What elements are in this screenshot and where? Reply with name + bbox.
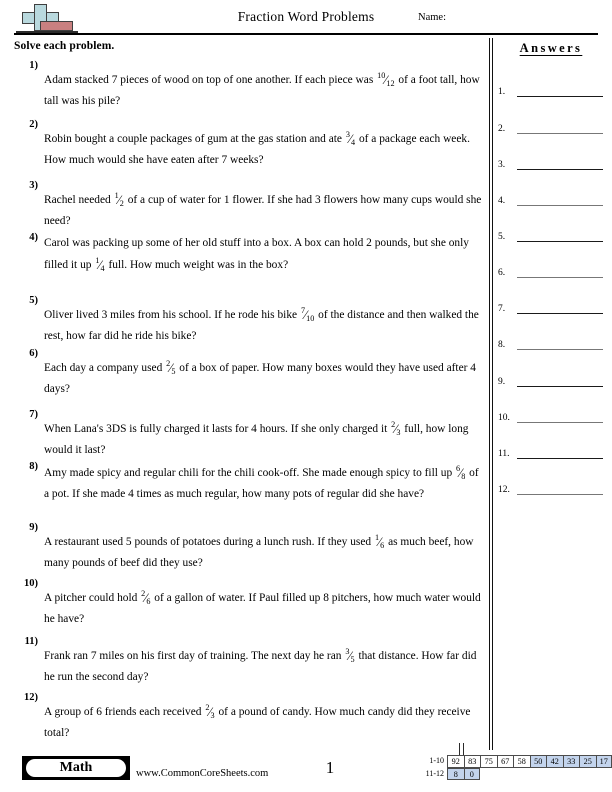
problem-text: Adam stacked 7 pieces of wood on top of one another. If each piece was $^{10}⁄_{12}$ of a foot tall, how tall was his pile?: [44, 70, 480, 107]
fraction-denominator: 3: [210, 710, 215, 720]
fraction-numerator: 2: [391, 419, 396, 429]
score-cell: 42: [546, 755, 563, 768]
score-cell: 58: [513, 755, 530, 768]
fraction: [95, 254, 104, 276]
problem-number: 5): [29, 295, 38, 306]
answer-row-11[interactable]: [498, 443, 606, 459]
fraction-slash: ⁄: [98, 257, 101, 272]
fraction-denominator: 12: [386, 78, 395, 88]
subject-badge: [22, 756, 130, 780]
fraction-slash: ⁄: [208, 704, 212, 719]
problem-number: 10): [24, 578, 38, 589]
fraction-numerator: 7: [300, 305, 306, 315]
fraction-denominator: 4: [100, 263, 105, 273]
header-divider: [14, 33, 598, 35]
answer-blank-line[interactable]: [517, 422, 603, 423]
answer-row-10[interactable]: [498, 407, 606, 423]
problem-number: 11): [24, 636, 38, 647]
fraction-numerator: 3: [345, 646, 350, 656]
answer-row-4[interactable]: [498, 190, 606, 206]
site-url: www.CommonCoreSheets.com: [136, 768, 269, 779]
answer-number: 6.: [498, 268, 506, 278]
fraction-numerator: 1: [374, 532, 380, 542]
score-range-label-1-10: 1-10: [429, 756, 444, 765]
score-cell: 0: [464, 768, 481, 781]
answer-number: 4.: [498, 196, 506, 206]
page-header: [0, 0, 612, 36]
fraction-slash: ⁄: [118, 192, 121, 207]
problem-number: 2): [29, 119, 38, 130]
fraction: [375, 531, 384, 553]
answer-number: 10.: [498, 413, 510, 423]
problem-text: Rachel needed $^1⁄_2$ of a cup of water for 1 flower. If she had 3 flowers how many cups would she need?: [44, 190, 482, 227]
fraction: [346, 128, 355, 150]
answer-blank-line[interactable]: [517, 313, 603, 314]
problem-number: 9): [29, 522, 38, 533]
score-cell: 92: [447, 755, 464, 768]
problem-text: Carol was packing up some of her old stuff into a box. A box can hold 2 pounds, but she only filled it up $^1⁄_4$ full. How much weight was in the box?: [44, 233, 484, 276]
answer-row-3[interactable]: [498, 154, 606, 170]
subject-badge-pill: [26, 759, 126, 777]
page-footer: [0, 752, 612, 792]
fraction-numerator: 1: [95, 255, 100, 265]
problem-text: Frank ran 7 miles on his first day of training. The next day he ran $^3⁄_5$ that distance. How far did he run the second day?: [44, 646, 477, 683]
problem-text: Amy made spicy and regular chili for the chili cook-off. She made enough spicy to fill up $^6⁄_8$ of a pot. If she made 4 times as much regular, how many pots of regular did she have?: [44, 463, 479, 500]
fraction: [166, 357, 175, 379]
score-range-label-11-12: 11-12: [425, 768, 444, 778]
fraction: [301, 304, 314, 326]
fraction-numerator: 2: [141, 588, 146, 598]
fraction-numerator: 3: [345, 129, 350, 139]
answer-number: 3.: [498, 160, 506, 170]
score-row-1-10: [415, 755, 612, 768]
score-tick-right: [463, 743, 464, 755]
score-row-11-12: [415, 768, 612, 781]
answer-blank-line[interactable]: [517, 169, 603, 170]
fraction-denominator: 5: [171, 366, 176, 376]
subject-badge-label: Math: [59, 760, 93, 775]
score-cell: 83: [464, 755, 481, 768]
fraction-denominator: 8: [461, 471, 466, 481]
name-field-label: Name:: [418, 12, 446, 23]
problem-text: A restaurant used 5 pounds of potatoes during a lunch rush. If they used $^1⁄_6$ as much beef, how many pounds of beef did they use?: [44, 532, 474, 569]
answer-number: 7.: [498, 304, 506, 314]
problem-text: Oliver lived 3 miles from his school. If he rode his bike $^7⁄_{10}$ of the distance and then walked the rest, how far did he ride his bike?: [44, 305, 479, 342]
problem-number: 8): [29, 461, 38, 472]
fraction: [456, 462, 465, 484]
problem-text: A group of 6 friends each received $^2⁄_3$ of a pound of candy. How much candy did they receive total?: [44, 702, 471, 739]
answer-number: 9.: [498, 377, 506, 387]
fraction-slash: ⁄: [384, 72, 387, 87]
fraction-slash: ⁄: [349, 131, 352, 146]
fraction-slash: ⁄: [144, 590, 147, 605]
answers-heading: Answers: [519, 41, 583, 55]
fraction: [115, 189, 124, 211]
score-cell: 8: [447, 768, 464, 781]
fraction: [141, 587, 150, 609]
fraction-slash: ⁄: [169, 360, 172, 375]
problem-text: Each day a company used $^2⁄_5$ of a box of paper. How many boxes would they have used after 4 days?: [44, 358, 476, 395]
answer-row-9[interactable]: [498, 371, 606, 387]
answer-number: 12.: [498, 485, 510, 495]
fraction: [205, 701, 214, 723]
answer-row-2[interactable]: [498, 118, 606, 134]
answer-number: 1.: [498, 87, 506, 97]
score-cell: 33: [563, 755, 580, 768]
answer-number: 2.: [498, 124, 506, 134]
answer-row-7[interactable]: [498, 298, 606, 314]
problem-number: 1): [29, 60, 38, 71]
answer-number: 11.: [498, 449, 510, 459]
fraction-denominator: 4: [351, 137, 356, 147]
page-number: 1: [325, 758, 335, 777]
problem-number: 4): [29, 232, 38, 243]
problem-number: 6): [29, 348, 38, 359]
answer-number: 8.: [498, 340, 506, 350]
problem-number: 7): [29, 409, 38, 420]
fraction-denominator: 3: [396, 427, 401, 437]
score-cell: 75: [480, 755, 497, 768]
fraction-denominator: 6: [146, 596, 151, 606]
answer-blank-line[interactable]: [517, 386, 603, 387]
fraction-slash: ⁄: [378, 534, 381, 549]
column-divider: [489, 38, 494, 750]
score-cell: 50: [530, 755, 547, 768]
fraction-numerator: 2: [205, 702, 210, 712]
answer-row-6[interactable]: [498, 262, 606, 278]
answer-blank-line[interactable]: [517, 241, 603, 242]
answer-row-5[interactable]: [498, 226, 606, 242]
answer-blank-line[interactable]: [517, 96, 603, 97]
fraction-slash: ⁄: [348, 648, 351, 663]
fraction-slash: ⁄: [459, 465, 462, 480]
fraction-numerator: 10: [377, 70, 386, 80]
fraction-numerator: 6: [456, 463, 461, 473]
fraction-denominator: 10: [306, 313, 315, 323]
score-cell: 67: [497, 755, 514, 768]
answer-blank-line[interactable]: [517, 494, 603, 495]
fraction-slash: ⁄: [394, 421, 397, 436]
answers-panel: [496, 38, 606, 750]
answer-number: 5.: [498, 232, 506, 242]
problem-number: 3): [29, 180, 38, 191]
answer-row-8[interactable]: [498, 334, 606, 350]
fraction-denominator: 2: [119, 198, 124, 208]
fraction-denominator: 5: [350, 654, 355, 664]
answer-blank-line[interactable]: [517, 133, 603, 134]
score-scale-table: [415, 755, 612, 780]
fraction: [345, 645, 354, 667]
fraction-denominator: 6: [380, 540, 385, 550]
fraction: [391, 418, 400, 440]
fraction: [377, 69, 394, 91]
answer-row-1[interactable]: [498, 81, 606, 97]
answer-blank-line[interactable]: [517, 458, 603, 459]
answer-blank-line[interactable]: [517, 277, 603, 278]
problem-text: Robin bought a couple packages of gum at the gas station and ate $^3⁄_4$ of a package each week. How much would she have eaten after 7 weeks?: [44, 129, 470, 166]
problem-text: A pitcher could hold $^2⁄_6$ of a gallon of water. If Paul filled up 8 pitchers, how much water would he have?: [44, 588, 481, 625]
page-title: Fraction Word Problems: [237, 9, 375, 24]
instruction-text: Solve each problem.: [14, 40, 115, 52]
problem-text: When Lana's 3DS is fully charged it lasts for 4 hours. If she only charged it $^2⁄_3$ full, how long would it last?: [44, 419, 469, 456]
answer-blank-line[interactable]: [517, 205, 603, 206]
fraction-numerator: 1: [114, 190, 119, 200]
answer-blank-line[interactable]: [517, 349, 603, 350]
fraction-slash: ⁄: [304, 307, 307, 322]
score-cell: 17: [596, 755, 612, 768]
score-cell: 25: [579, 755, 596, 768]
answer-row-12[interactable]: [498, 479, 606, 495]
fraction-numerator: 2: [166, 358, 171, 368]
score-tick-left: [459, 743, 460, 755]
problem-number: 12): [24, 692, 38, 703]
